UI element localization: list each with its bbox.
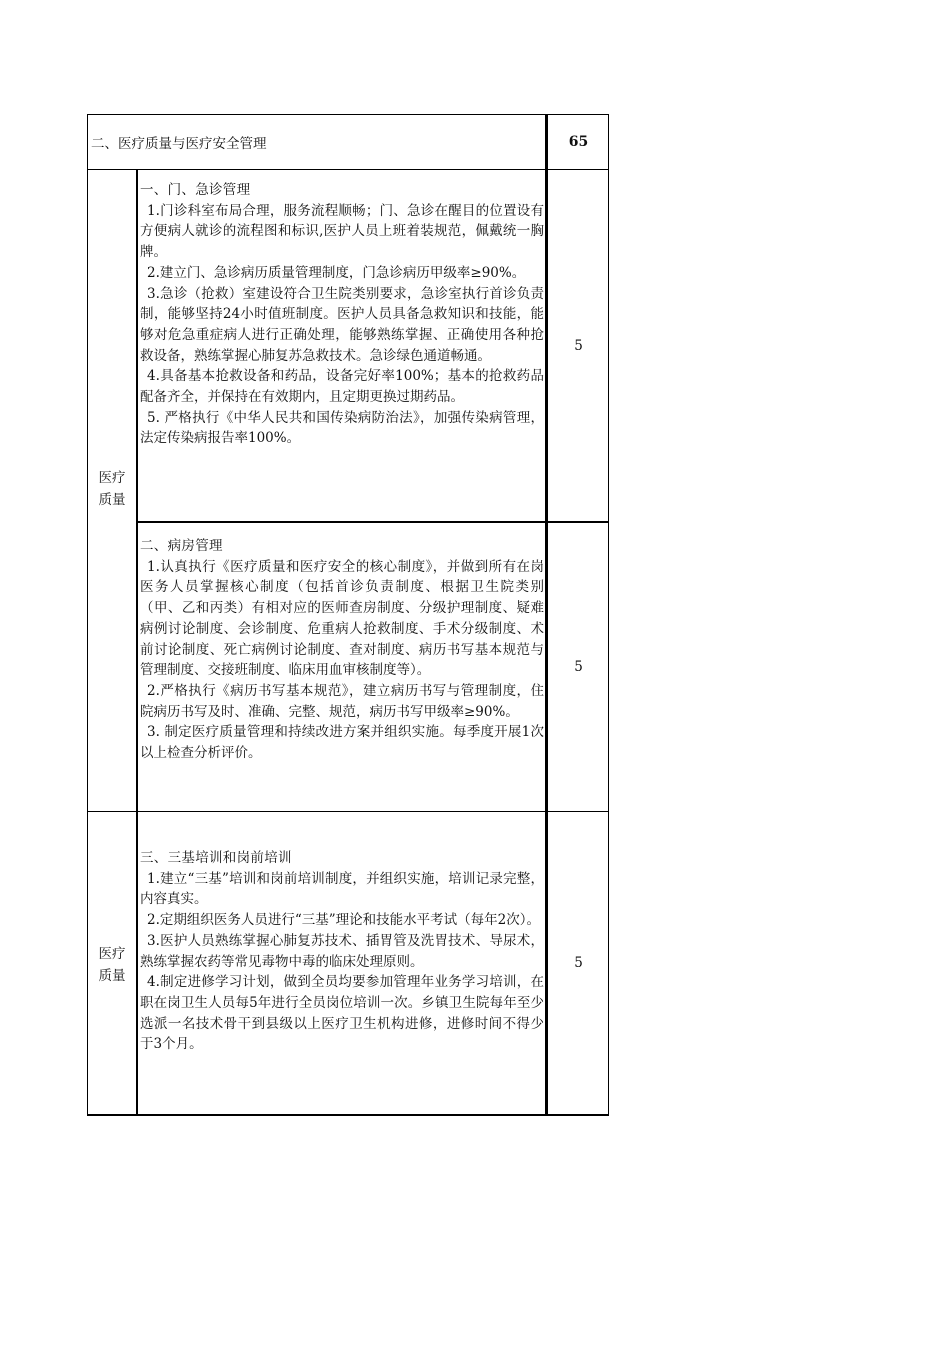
section-header-divider [87, 169, 609, 170]
section-title: 二、医疗质量与医疗安全管理 [91, 135, 267, 152]
criteria-heading: 三、三基培训和岗前培训 [140, 850, 292, 866]
criteria-item: 2.严格执行《病历书写基本规范》，建立病历书写与管理制度，住院病历书写及时、准确、完整、规范，病历书写甲级率≥90%。 [140, 682, 544, 720]
criteria-content [138, 536, 546, 810]
criteria-content [138, 848, 546, 1098]
category-label: 医疗质量 [98, 470, 126, 508]
group-divider [87, 811, 609, 812]
criteria-item: 3.急诊（抢救）室建设符合卫生院类别要求，急诊室执行首诊负责制，能够坚持24小时值班制度。医护人员具备急救知识和技能，能够对危急重症病人进行正确处理，能够熟练掌握、正确使用各种抢救设备，熟练掌握心肺复苏急救技术。急诊绿色通道畅通。 [140, 285, 544, 364]
table-border-bottom [87, 1114, 609, 1116]
section-total-score: 65 [568, 133, 589, 150]
criteria-item: 3.医护人员熟练掌握心肺复苏技术、插胃管及洗胃技术、导尿术，熟练掌握农药等常见毒物中毒的临床处理原则。 [140, 932, 544, 970]
criteria-content [138, 180, 546, 520]
criteria-heading: 一、门、急诊管理 [140, 182, 251, 198]
criteria-item: 1.门诊科室布局合理，服务流程顺畅；门、急诊在醒目的位置设有方便病人就诊的流程图和标识,医护人员上班着装规范，佩戴统一胸牌。 [140, 202, 544, 261]
criteria-score: 5 [574, 955, 583, 971]
criteria-item: 1.认真执行《医疗质量和医疗安全的核心制度》，并做到所有在岗医务人员掌握核心制度（包括首诊负责制度、根据卫生院类别（甲、乙和丙类）有相对应的医师查房制度、分级护理制度、疑难病例讨论制度、会诊制度、危重病人抢救制度、手术分级制度、术前讨论制度、死亡病例讨论制度、查对制度、病历书写基本规范与管理制度、交接班制度、临床用血审核制度等）。 [140, 558, 544, 679]
criteria-score: 5 [574, 659, 583, 675]
criteria-item: 2.建立门、急诊病历质量管理制度，门急诊病历甲级率≥90%。 [147, 264, 526, 281]
criteria-score: 5 [574, 337, 583, 354]
criteria-item: 4.制定进修学习计划，做到全员均要参加管理年业务学习培训，在职在岗卫生人员每5年进行全员岗位培训一次。乡镇卫生院每年至少选派一名技术骨干到县级以上医疗卫生机构进修，进修时间不得少于3个月。 [140, 974, 544, 1053]
criteria-item: 4.具备基本抢救设备和药品，设备完好率100%；基本的抢救药品配备齐全，并保持在有效期内，且定期更换过期药品。 [140, 368, 544, 406]
criteria-item: 2.定期组织医务人员进行“三基”理论和技能水平考试（每年2次）。 [147, 912, 541, 929]
evaluation-table [87, 114, 609, 1116]
row-divider-1 [138, 521, 609, 523]
criteria-item: 1.建立“三基”培训和岗前培训制度，并组织实施，培训记录完整，内容真实。 [140, 870, 544, 908]
criteria-heading: 二、病房管理 [140, 538, 223, 554]
criteria-item: 5. 严格执行《中华人民共和国传染病防治法》，加强传染病管理，法定传染病报告率100%。 [140, 409, 544, 447]
criteria-item: 3. 制定医疗质量管理和持续改进方案并组织实施。每季度开展1次以上检查分析评价。 [140, 724, 544, 762]
category-label: 医疗质量 [98, 946, 126, 984]
